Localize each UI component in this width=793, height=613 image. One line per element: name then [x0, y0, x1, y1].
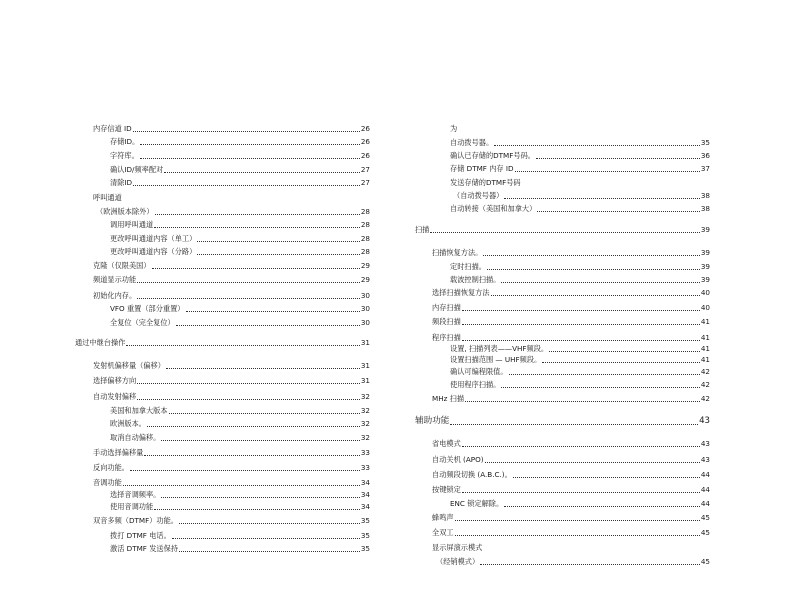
leader-dots [462, 445, 700, 447]
toc-entry: （自动拨号器） 38 [453, 191, 710, 200]
toc-entry: 载波控制扫描。 39 [450, 275, 710, 284]
toc-entry: 省电模式 43 [432, 439, 710, 448]
toc-entry: 选择音调频率。 34 [110, 490, 370, 499]
toc-entry: 反向功能。 33 [93, 463, 370, 472]
leader-dots [480, 563, 700, 565]
leader-dots [542, 361, 700, 363]
toc-entry: 内存信道 ID 26 [93, 124, 370, 133]
toc-entry: 自动转接（美国和加拿大） 38 [450, 204, 710, 213]
leader-dots [509, 373, 700, 375]
leader-dots [485, 461, 700, 463]
leader-dots [179, 550, 360, 552]
toc-entry: 清除ID 27 [110, 178, 370, 187]
toc-heading: 呼叫通道 [93, 193, 122, 202]
leader-dots [140, 157, 360, 159]
leader-dots [494, 144, 700, 146]
leader-dots [501, 281, 700, 283]
toc-entry: 确认已存储的DTMF号码。 36 [450, 151, 710, 160]
toc-entry: 频段扫描 41 [432, 317, 710, 326]
toc-entry: （欧洲版本除外） 28 [96, 207, 370, 216]
toc-entry: 选择扫描恢复方法 40 [432, 288, 710, 297]
leader-dots [137, 382, 360, 384]
toc-entry: 调用呼叫通道 28 [110, 220, 370, 229]
toc-entry: 欧洲版本。 32 [110, 419, 370, 428]
toc-entry: 更改呼叫通道内容（单工） 28 [110, 234, 370, 243]
toc-entry: （经销模式） 45 [436, 557, 710, 566]
leader-dots [126, 344, 360, 346]
leader-dots [179, 522, 360, 524]
leader-dots [169, 412, 360, 414]
leader-dots [164, 171, 360, 173]
toc-entry: ENC 锁定解除。 44 [450, 499, 710, 508]
toc-heading: 为 [450, 124, 458, 133]
leader-dots [166, 367, 360, 369]
leader-dots [450, 423, 698, 425]
leader-dots [465, 400, 700, 402]
toc-entry: 自动关机 (APO) 43 [432, 455, 710, 464]
leader-dots [462, 491, 700, 493]
toc-entry: 发射机偏移量（偏移） 31 [93, 361, 370, 370]
toc-entry: 初始化内存。 30 [93, 291, 370, 300]
toc-entry: 存储 DTMF 内存 ID 37 [450, 164, 710, 173]
toc-entry: 使用程序扫描。 42 [450, 380, 710, 389]
leader-dots [504, 197, 700, 199]
leader-dots [123, 484, 360, 486]
leader-dots [501, 386, 700, 388]
leader-dots [154, 226, 360, 228]
leader-dots [504, 505, 700, 507]
leader-dots [133, 130, 360, 132]
leader-dots [515, 170, 700, 172]
leader-dots [430, 231, 699, 233]
toc-heading: 显示屏演示模式 [432, 543, 483, 552]
leader-dots [172, 537, 360, 539]
toc-section: 通过中继台操作 31 [75, 338, 370, 347]
leader-dots [152, 267, 360, 269]
leader-dots [462, 323, 700, 325]
leader-dots [197, 253, 360, 255]
toc-entry: 扫描恢复方法。 39 [432, 248, 710, 257]
leader-dots [197, 240, 360, 242]
toc-entry: 自动拨号器。 35 [450, 138, 710, 147]
toc-entry: 取消自动偏移。 32 [110, 433, 370, 442]
leader-dots [455, 534, 700, 536]
toc-entry: 自动频段切换 (A.B.C.)。 44 [432, 470, 710, 479]
toc-heading: 发送存储的DTMF号码 [450, 178, 521, 187]
leader-dots [491, 294, 700, 296]
leader-dots [176, 324, 360, 326]
toc-entry: 美国和加拿大版本 32 [110, 406, 370, 415]
leader-dots [137, 281, 360, 283]
leader-dots [462, 309, 700, 311]
toc-entry: 设置, 扫描列表——VHF频段。 41 [450, 344, 710, 353]
leader-dots [137, 398, 360, 400]
leader-dots [133, 184, 360, 186]
leader-dots [537, 210, 700, 212]
leader-dots [455, 519, 700, 521]
toc-entry: 选择偏移方向 31 [93, 376, 370, 385]
toc-entry: 按键锁定 44 [432, 485, 710, 494]
leader-dots [144, 454, 360, 456]
leader-dots [137, 297, 360, 299]
toc-entry: 蜂鸣声 45 [432, 513, 710, 522]
toc-entry: 手动选择偏移量 33 [93, 448, 370, 457]
toc-entry: MHz 扫描 42 [432, 394, 710, 403]
leader-dots [161, 496, 360, 498]
leader-dots [155, 213, 360, 215]
leader-dots [161, 439, 360, 441]
toc-entry: 激活 DTMF 发送保持 35 [110, 544, 370, 553]
toc-entry: 音调功能 34 [93, 478, 370, 487]
leader-dots [487, 268, 700, 270]
leader-dots [130, 469, 360, 471]
toc-section: 辅助功能 43 [415, 416, 710, 426]
leader-dots [483, 254, 700, 256]
toc-entry: 字符库。 26 [110, 151, 370, 160]
toc-entry: 更改呼叫通道内容（分路） 28 [110, 247, 370, 256]
toc-entry: 频道显示功能 29 [93, 275, 370, 284]
toc-entry: 存储ID。 26 [110, 137, 370, 146]
toc-entry: 确认ID/频率配对 27 [110, 165, 370, 174]
toc-section: 扫描 39 [415, 225, 710, 234]
toc-entry: 自动发射偏移 32 [93, 392, 370, 401]
leader-dots [513, 476, 700, 478]
toc-entry: 克隆（仅限美国） 29 [93, 261, 370, 270]
toc-entry: 程序扫描 41 [432, 333, 710, 342]
toc-entry: 使用音调功能 34 [110, 502, 370, 511]
leader-dots [536, 157, 700, 159]
toc-entry: 全双工 45 [432, 528, 710, 537]
toc-entry: 全复位（完全复位） 30 [110, 318, 370, 327]
toc-entry: 定时扫描。 39 [450, 262, 710, 271]
toc-entry: 内存扫描 40 [432, 303, 710, 312]
leader-dots [186, 310, 360, 312]
leader-dots [140, 143, 360, 145]
toc-entry: 确认可编程限值。 42 [450, 367, 710, 376]
toc-entry: VFO 重置（部分重置） 30 [110, 304, 370, 313]
toc-entry: 双音多频（DTMF）功能。 35 [93, 516, 370, 525]
toc-entry: 设置扫描范围 — UHF频段。 41 [450, 355, 710, 364]
toc-entry: 拨打 DTMF 电话。 35 [110, 531, 370, 540]
leader-dots [147, 425, 360, 427]
leader-dots [154, 508, 360, 510]
